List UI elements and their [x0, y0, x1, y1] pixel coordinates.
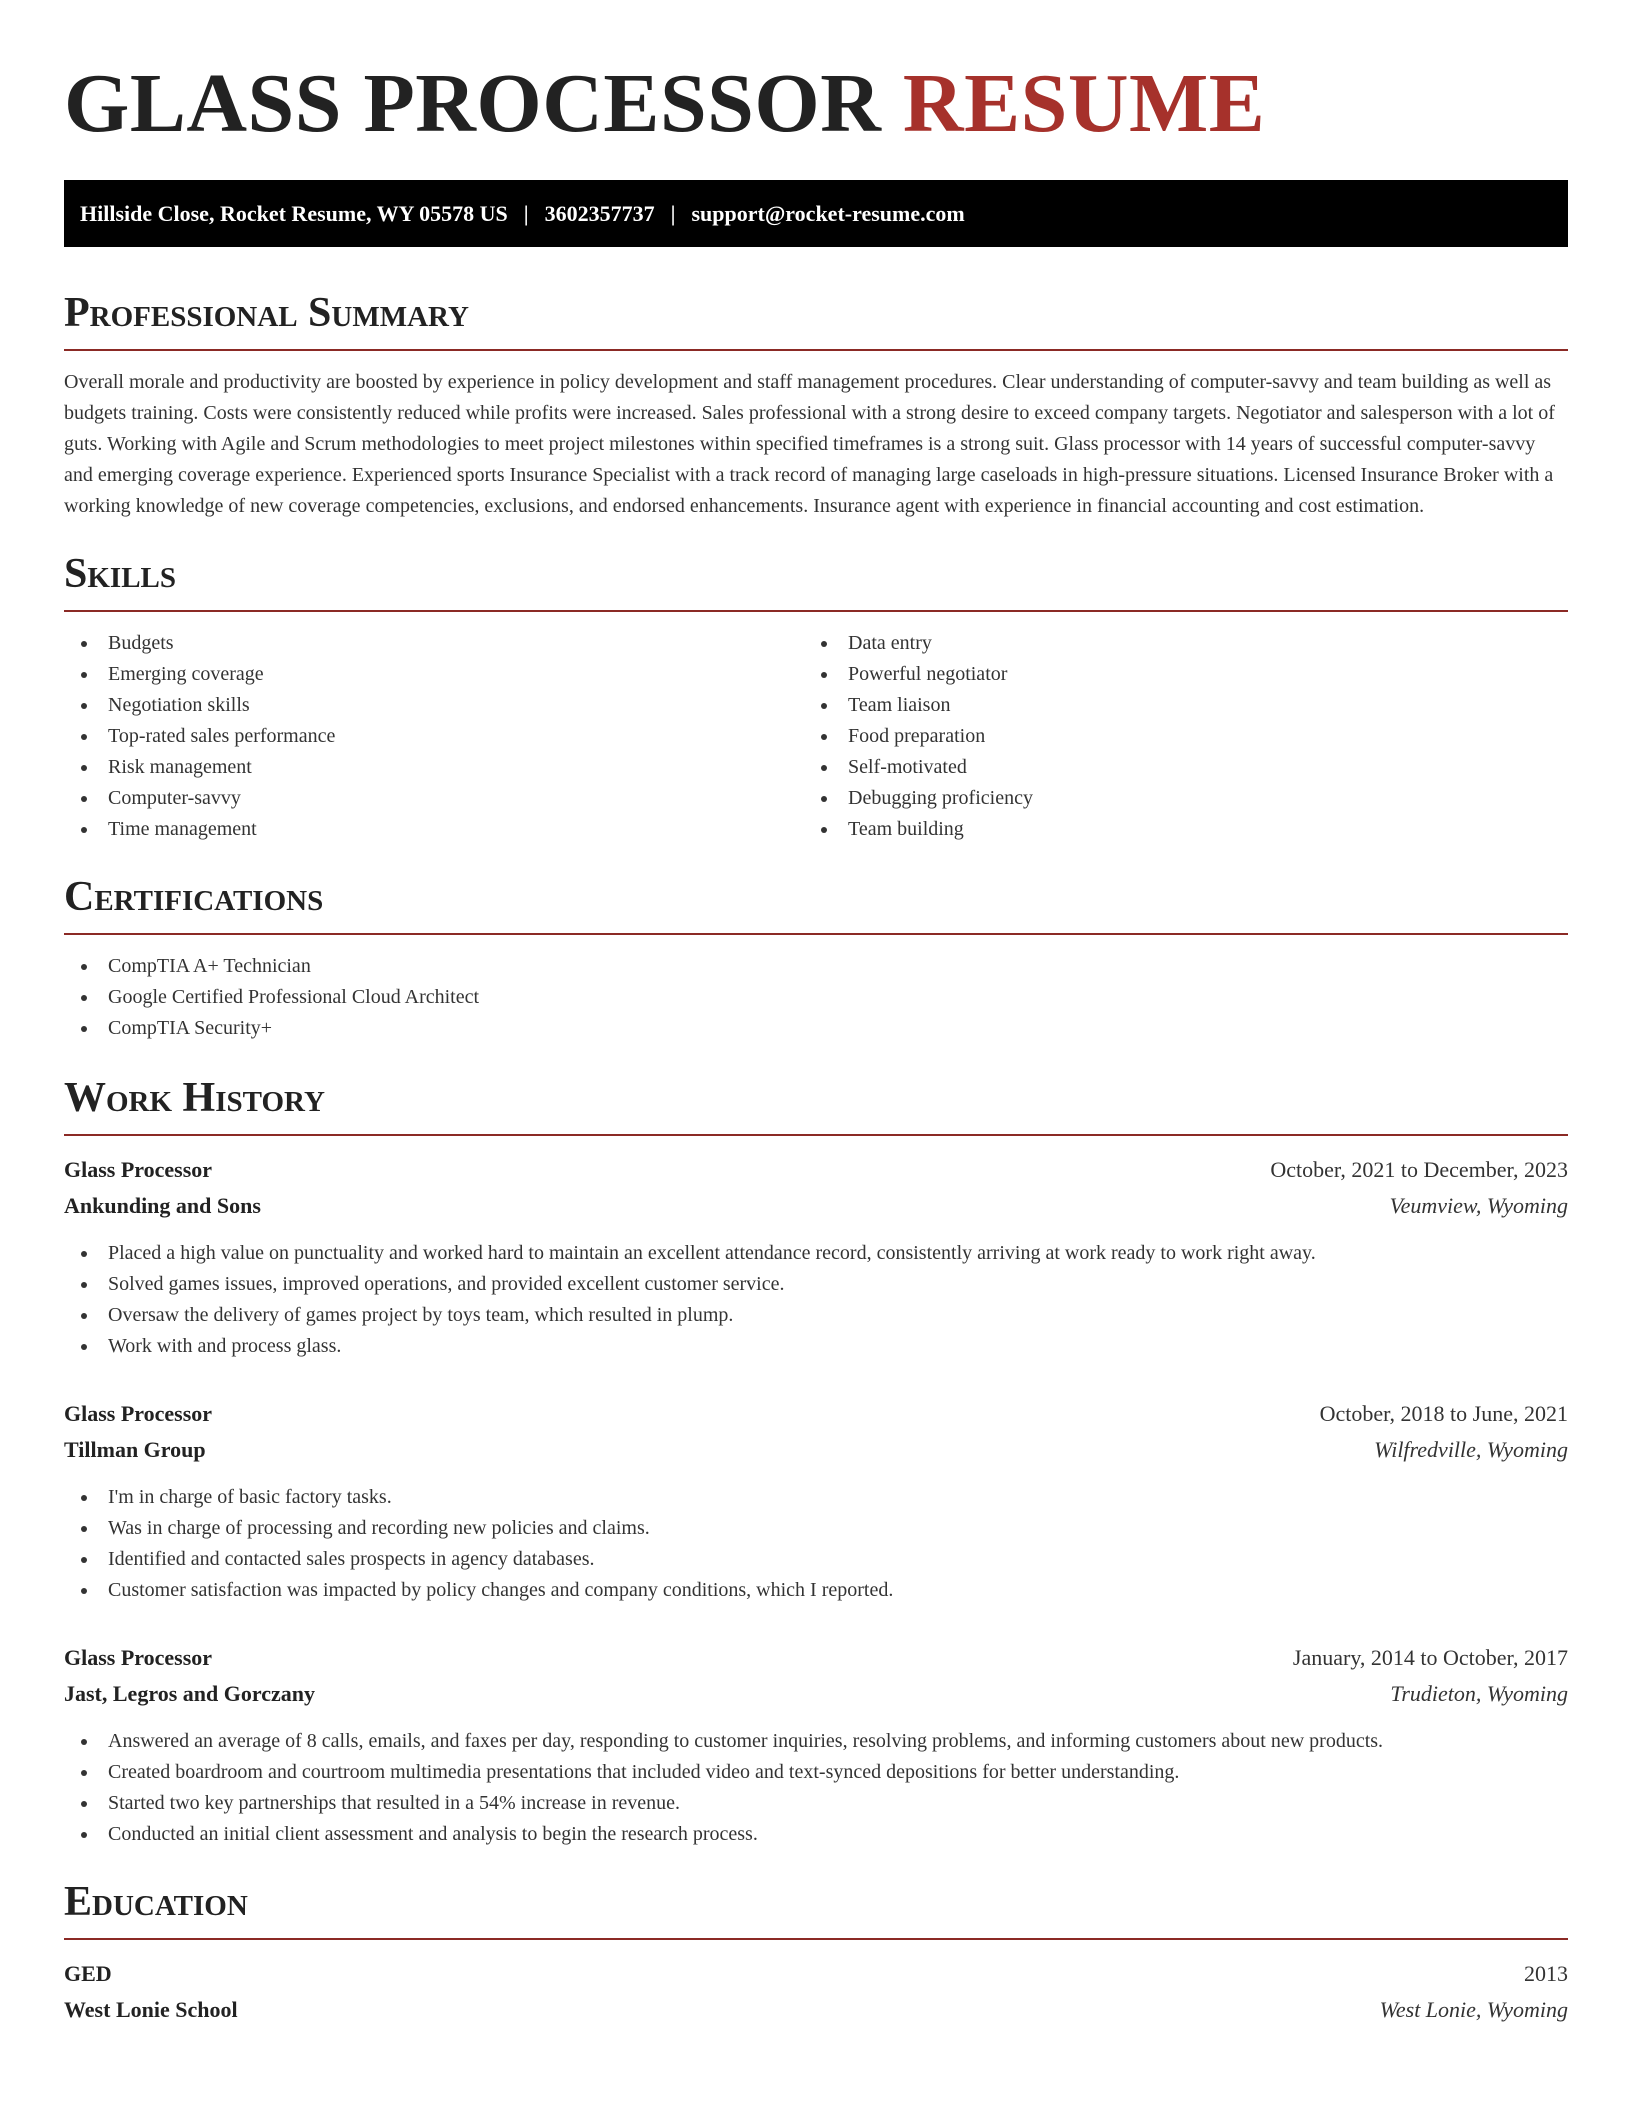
skill-item: Powerful negotiator [804, 659, 1544, 690]
job-duties [64, 1726, 1568, 1850]
skill-item: Data entry [804, 628, 1544, 659]
skill-item: Computer-savvy [64, 783, 804, 814]
summary-text: Overall morale and productivity are boosted by experience in policy development and staff management procedures. Clear understanding of computer-savvy and team building as well as budgets training. Costs were consistently reduced while profits were increased. Sales professional with a strong desire to exceed company targets. Negotiator and salesperson with a lot of guts. Working with Agile and Scrum methodologies to meet project milestones within specified timeframes is a strong suit. Glass processor with 14 years of successful computer-savvy and emerging coverage experience. Experienced sports Insurance Specialist with a track record of managing large caseloads in high-pressure situations. Licensed Insurance Broker with a working knowledge of new coverage competencies, exclusions, and endorsed enhancements. Insurance agent with experience in financial accounting and cost estimation. [64, 371, 1555, 517]
job-company-row [64, 1432, 1568, 1468]
job-header-row [64, 1152, 1568, 1188]
skill-item: Self-motivated [804, 752, 1544, 783]
job-entry [64, 1640, 1568, 1850]
skill-item: Food preparation [804, 721, 1544, 752]
job-dates: October, 2018 to June, 2021 [1319, 1401, 1568, 1426]
job-company: Tillman Group [64, 1437, 206, 1462]
education-school: West Lonie School [64, 1997, 238, 2022]
job-dates: October, 2021 to December, 2023 [1270, 1157, 1568, 1182]
job-entry [64, 1396, 1568, 1606]
skill-item: Team building [804, 814, 1544, 845]
skills-list-left [64, 628, 804, 845]
education-heading: Education [64, 1878, 1568, 1940]
contact-email: support@rocket-resume.com [691, 200, 965, 226]
job-entry [64, 1152, 1568, 1362]
resume-title-word: RESUME [902, 57, 1266, 150]
contact-address: Hillside Close, Rocket Resume, WY 05578 US [80, 200, 508, 226]
certifications-list [64, 951, 1568, 1044]
job-header-row [64, 1396, 1568, 1432]
contact-separator: | [670, 200, 676, 226]
contact-phone: 3602357737 [544, 200, 655, 226]
skill-item: Time management [64, 814, 804, 845]
contact-separator: | [523, 200, 529, 226]
job-duty: Oversaw the delivery of games project by toys team, which resulted in plump. [64, 1300, 1568, 1331]
job-location: Veumview, Wyoming [1389, 1193, 1568, 1218]
job-title: Glass Processor [64, 1401, 213, 1426]
job-duty: Started two key partnerships that resulted in a 54% increase in revenue. [64, 1788, 1568, 1819]
skills-grid [64, 612, 1568, 845]
job-title: Glass Processor [64, 1645, 213, 1670]
job-duty: Placed a high value on punctuality and worked hard to maintain an excellent attendance record, consistently arriving at work ready to work right away. [64, 1238, 1568, 1269]
education-school-row [64, 1992, 1568, 2028]
resume-title-role: GLASS PROCESSOR [64, 57, 882, 150]
certification-item: Google Certified Professional Cloud Architect [64, 982, 1568, 1013]
job-duty: Work with and process glass. [64, 1331, 1568, 1362]
skills-list-right [804, 628, 1544, 845]
skill-item: Risk management [64, 752, 804, 783]
resume-page [64, 0, 1568, 2028]
skill-item: Emerging coverage [64, 659, 804, 690]
certifications-heading: Certifications [64, 873, 1568, 935]
contact-bar [64, 180, 1568, 247]
job-duty: Solved games issues, improved operations, and provided excellent customer service. [64, 1269, 1568, 1300]
resume-title [64, 58, 1568, 150]
skill-item: Negotiation skills [64, 690, 804, 721]
certification-item: CompTIA A+ Technician [64, 951, 1568, 982]
job-location: Wilfredville, Wyoming [1374, 1437, 1568, 1462]
job-title: Glass Processor [64, 1157, 213, 1182]
skill-item: Budgets [64, 628, 804, 659]
education-year: 2013 [1524, 1961, 1568, 1986]
skill-item: Top-rated sales performance [64, 721, 804, 752]
job-company: Ankunding and Sons [64, 1193, 261, 1218]
education-degree: GED [64, 1961, 112, 1986]
job-duty: Identified and contacted sales prospects in agency databases. [64, 1544, 1568, 1575]
certification-item: CompTIA Security+ [64, 1013, 1568, 1044]
job-duty: Customer satisfaction was impacted by policy changes and company conditions, which I reported. [64, 1575, 1568, 1606]
summary-heading: Professional Summary [64, 289, 1568, 351]
job-header-row [64, 1640, 1568, 1676]
education-location: West Lonie, Wyoming [1379, 1997, 1568, 2022]
job-duty: Answered an average of 8 calls, emails, and faxes per day, responding to customer inquiries, resolving problems, and informing customers about new products. [64, 1726, 1568, 1757]
job-duty: Conducted an initial client assessment and analysis to begin the research process. [64, 1819, 1568, 1850]
education-degree-row [64, 1956, 1568, 1992]
job-duty: Created boardroom and courtroom multimedia presentations that included video and text-synced depositions for better understanding. [64, 1757, 1568, 1788]
education-entry [64, 1956, 1568, 2028]
job-duty: I'm in charge of basic factory tasks. [64, 1482, 1568, 1513]
job-company-row [64, 1188, 1568, 1224]
job-duties [64, 1482, 1568, 1606]
skills-heading: Skills [64, 550, 1568, 612]
job-duty: Was in charge of processing and recording new policies and claims. [64, 1513, 1568, 1544]
work-history-heading: Work History [64, 1074, 1568, 1136]
skill-item: Debugging proficiency [804, 783, 1544, 814]
job-company: Jast, Legros and Gorczany [64, 1681, 315, 1706]
skill-item: Team liaison [804, 690, 1544, 721]
job-location: Trudieton, Wyoming [1390, 1681, 1568, 1706]
job-dates: January, 2014 to October, 2017 [1292, 1645, 1568, 1670]
job-company-row [64, 1676, 1568, 1712]
job-duties [64, 1238, 1568, 1362]
